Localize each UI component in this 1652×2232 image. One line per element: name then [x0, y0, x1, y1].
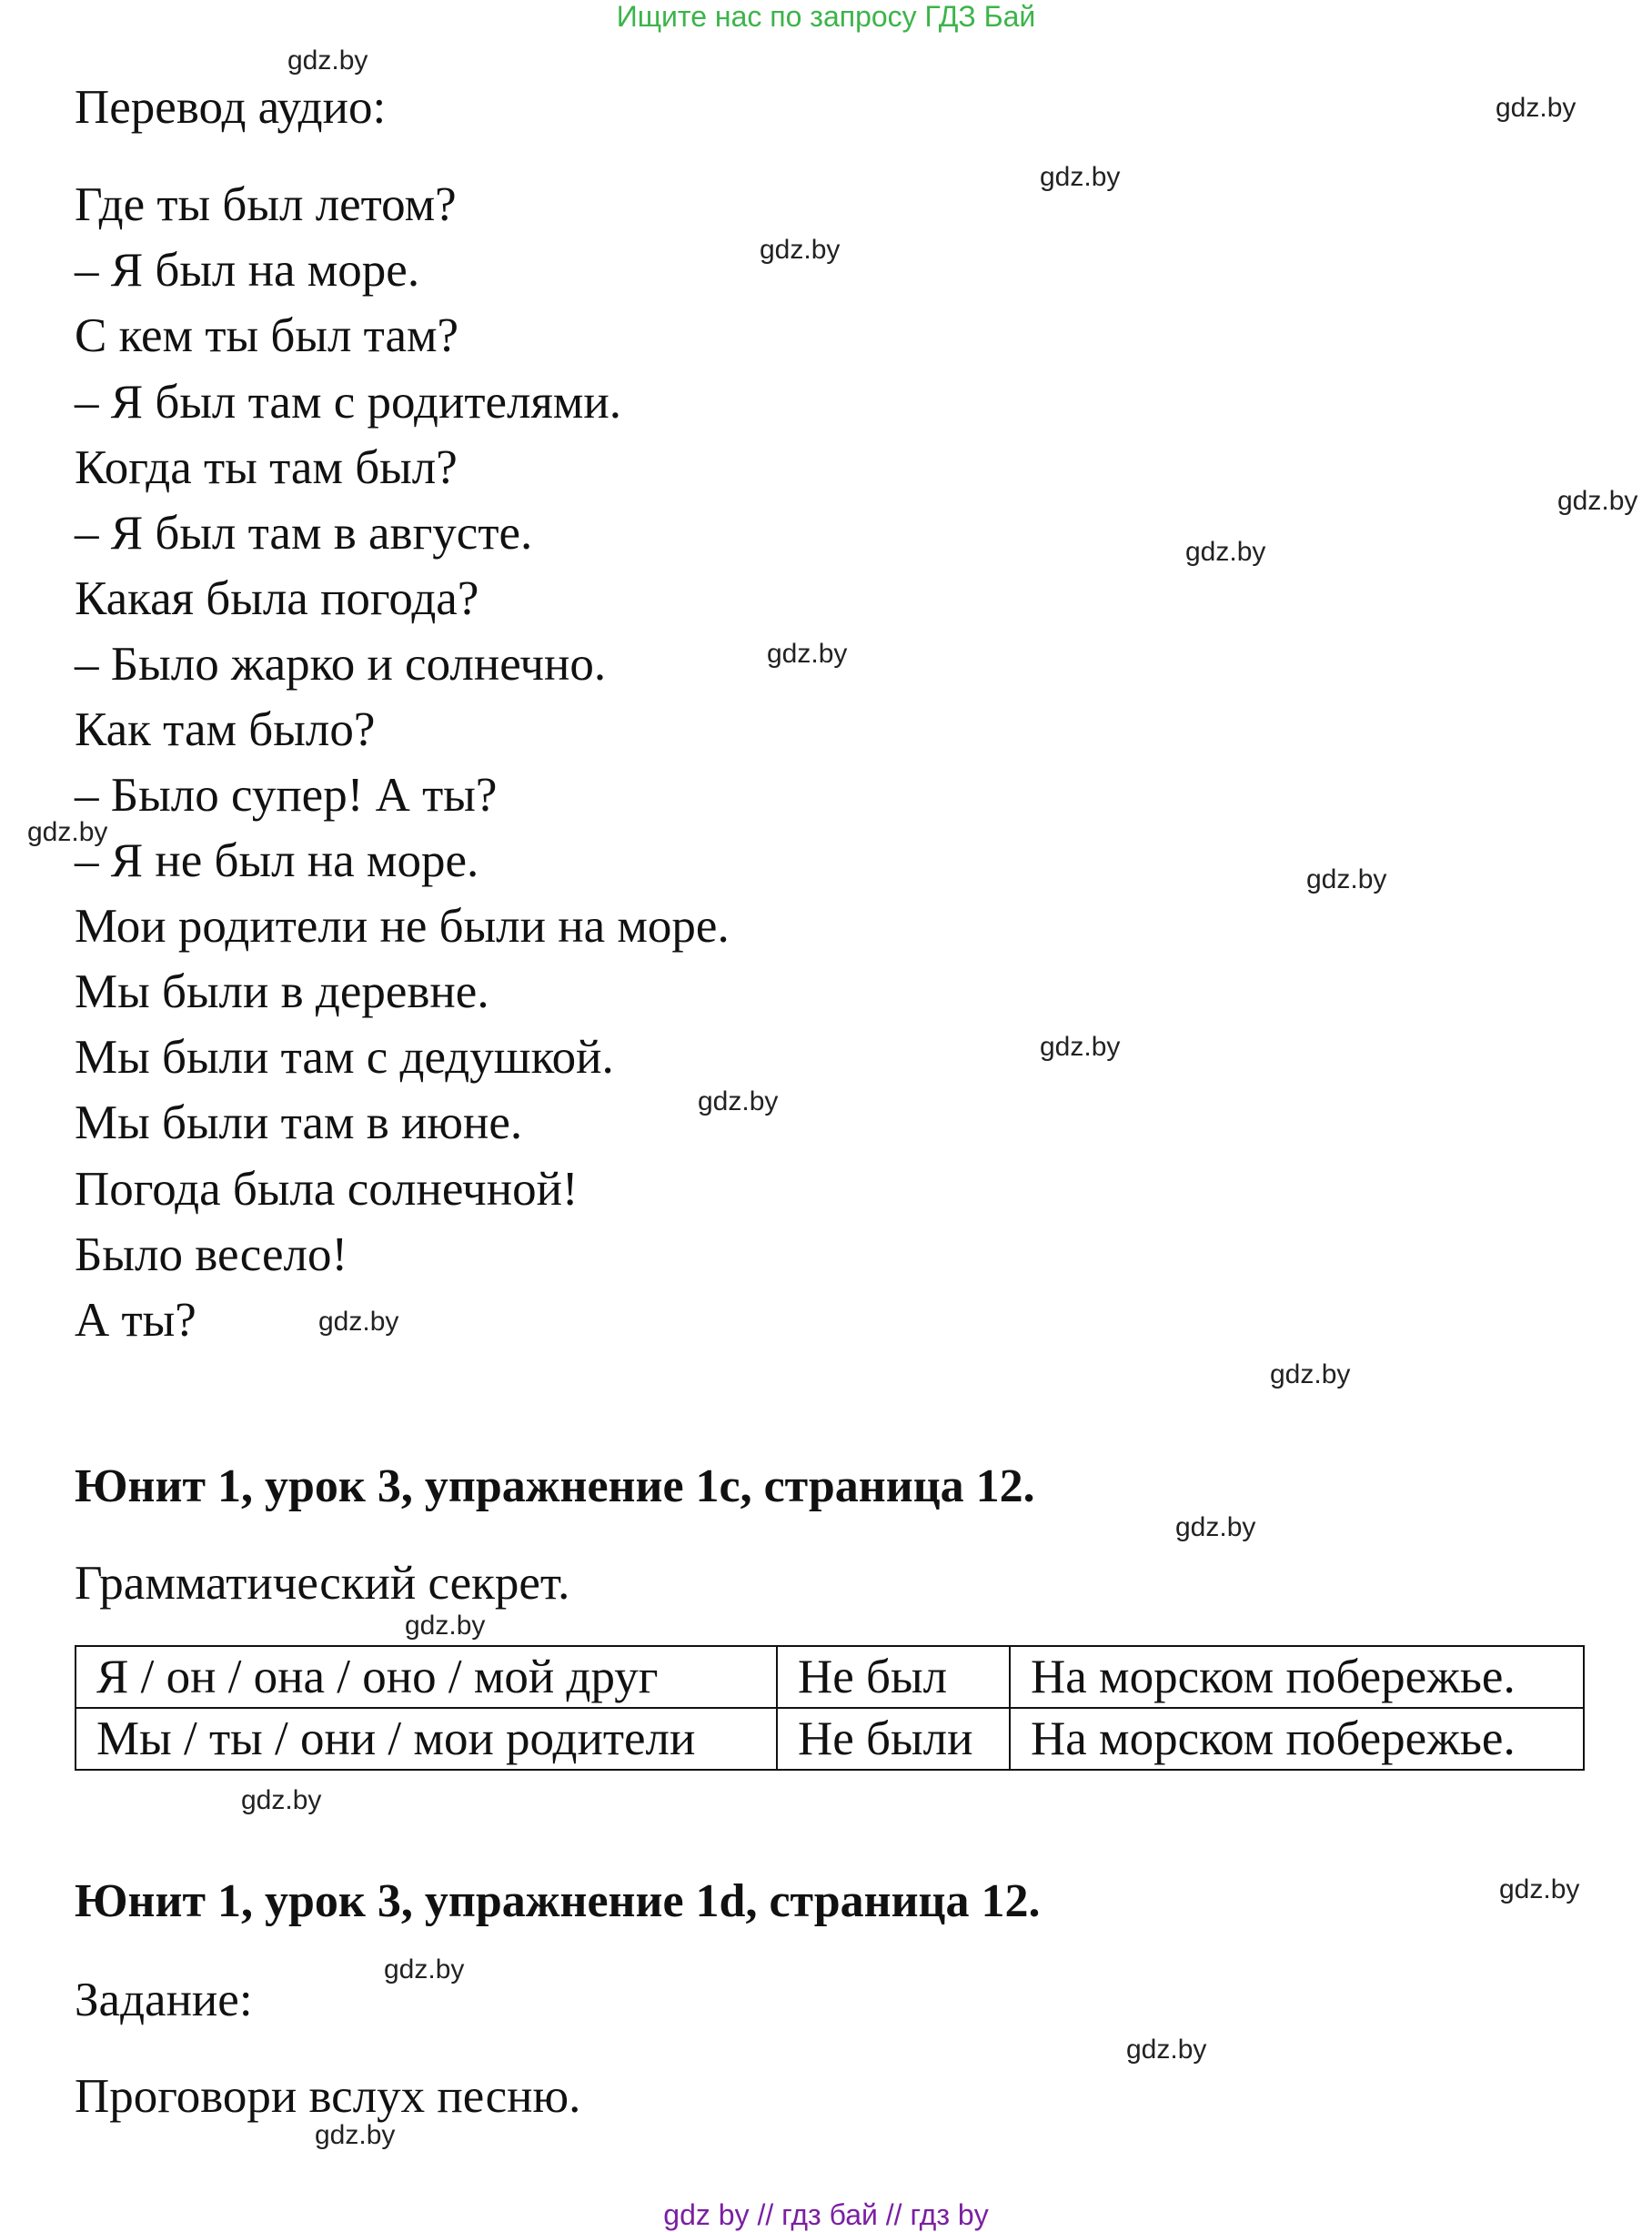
section-label-task: Задание:: [75, 1974, 253, 2026]
dialog-line: А ты?: [75, 1294, 196, 1347]
dialog-line: Было весело!: [75, 1228, 348, 1281]
dialog-line: Мои родители не были на море.: [75, 900, 730, 953]
watermark: gdz.by: [1499, 1874, 1580, 1904]
watermark: gdz.by: [1175, 1512, 1256, 1542]
section-label-audio: Перевод аудио:: [75, 81, 387, 134]
table-cell: Не были: [777, 1708, 1010, 1770]
watermark: gdz.by: [1496, 93, 1576, 123]
dialog-line: – Я не был на море.: [75, 834, 479, 887]
watermark: gdz.by: [241, 1785, 322, 1815]
dialog-line: – Я был там с родителями.: [75, 376, 621, 429]
table-row: [76, 1646, 1584, 1708]
section-heading-1d: Юнит 1, урок 3, упражнение 1d, страница 12.: [75, 1875, 1041, 1927]
watermark: gdz.by: [1040, 1032, 1121, 1062]
table-cell: Не был: [777, 1646, 1010, 1708]
table-cell: На морском побережье.: [1010, 1646, 1584, 1708]
table-cell: Я / он / она / оно / мой друг: [76, 1646, 777, 1708]
watermark: gdz.by: [315, 2120, 396, 2150]
dialog-line: Где ты был летом?: [75, 178, 457, 231]
dialog-line: Когда ты там был?: [75, 441, 458, 494]
dialog-line: Мы были там в июне.: [75, 1096, 523, 1149]
dialog-line: Погода была солнечной!: [75, 1163, 579, 1216]
watermark: gdz.by: [1270, 1359, 1351, 1389]
watermark: gdz.by: [27, 817, 108, 847]
watermark: gdz.by: [318, 1307, 399, 1337]
dialog-line: – Было супер! А ты?: [75, 769, 498, 822]
watermark: gdz.by: [760, 235, 841, 265]
watermark: gdz.by: [1306, 864, 1387, 894]
dialog-line: – Было жарко и солнечно.: [75, 638, 607, 691]
grammar-table: [75, 1645, 1585, 1771]
table-row: [76, 1708, 1584, 1770]
watermark: gdz.by: [698, 1086, 779, 1116]
task-text: Проговори вслух песню.: [75, 2070, 581, 2123]
dialog-line: – Я был там в августе.: [75, 507, 533, 560]
watermark: gdz.by: [384, 1954, 465, 1985]
watermark: gdz.by: [1040, 162, 1121, 192]
watermark: gdz.by: [767, 639, 848, 669]
dialog-line: Какая была погода?: [75, 572, 479, 625]
dialog-line: С кем ты был там?: [75, 309, 459, 362]
section-heading-1c: Юнит 1, урок 3, упражнение 1с, страница 12.: [75, 1460, 1035, 1512]
dialog-line: Как там было?: [75, 703, 376, 756]
dialog-line: Мы были там с дедушкой.: [75, 1031, 614, 1084]
watermark: gdz.by: [287, 45, 368, 76]
watermark: gdz.by: [1185, 537, 1266, 567]
dialog-line: – Я был на море.: [75, 244, 420, 297]
top-banner[interactable]: Ищите нас по запросу ГДЗ Бай: [616, 0, 1036, 33]
section-label-grammar: Грамматический секрет.: [75, 1557, 570, 1610]
watermark: gdz.by: [1126, 2035, 1207, 2065]
dialog-line: Мы были в деревне.: [75, 965, 489, 1018]
table-cell: На морском побережье.: [1010, 1708, 1584, 1770]
watermark: gdz.by: [405, 1611, 486, 1641]
table-cell: Мы / ты / они / мои родители: [76, 1708, 777, 1770]
watermark: gdz.by: [1557, 486, 1638, 516]
footer-links[interactable]: gdz by // гдз бай // гдз by: [663, 2198, 989, 2231]
